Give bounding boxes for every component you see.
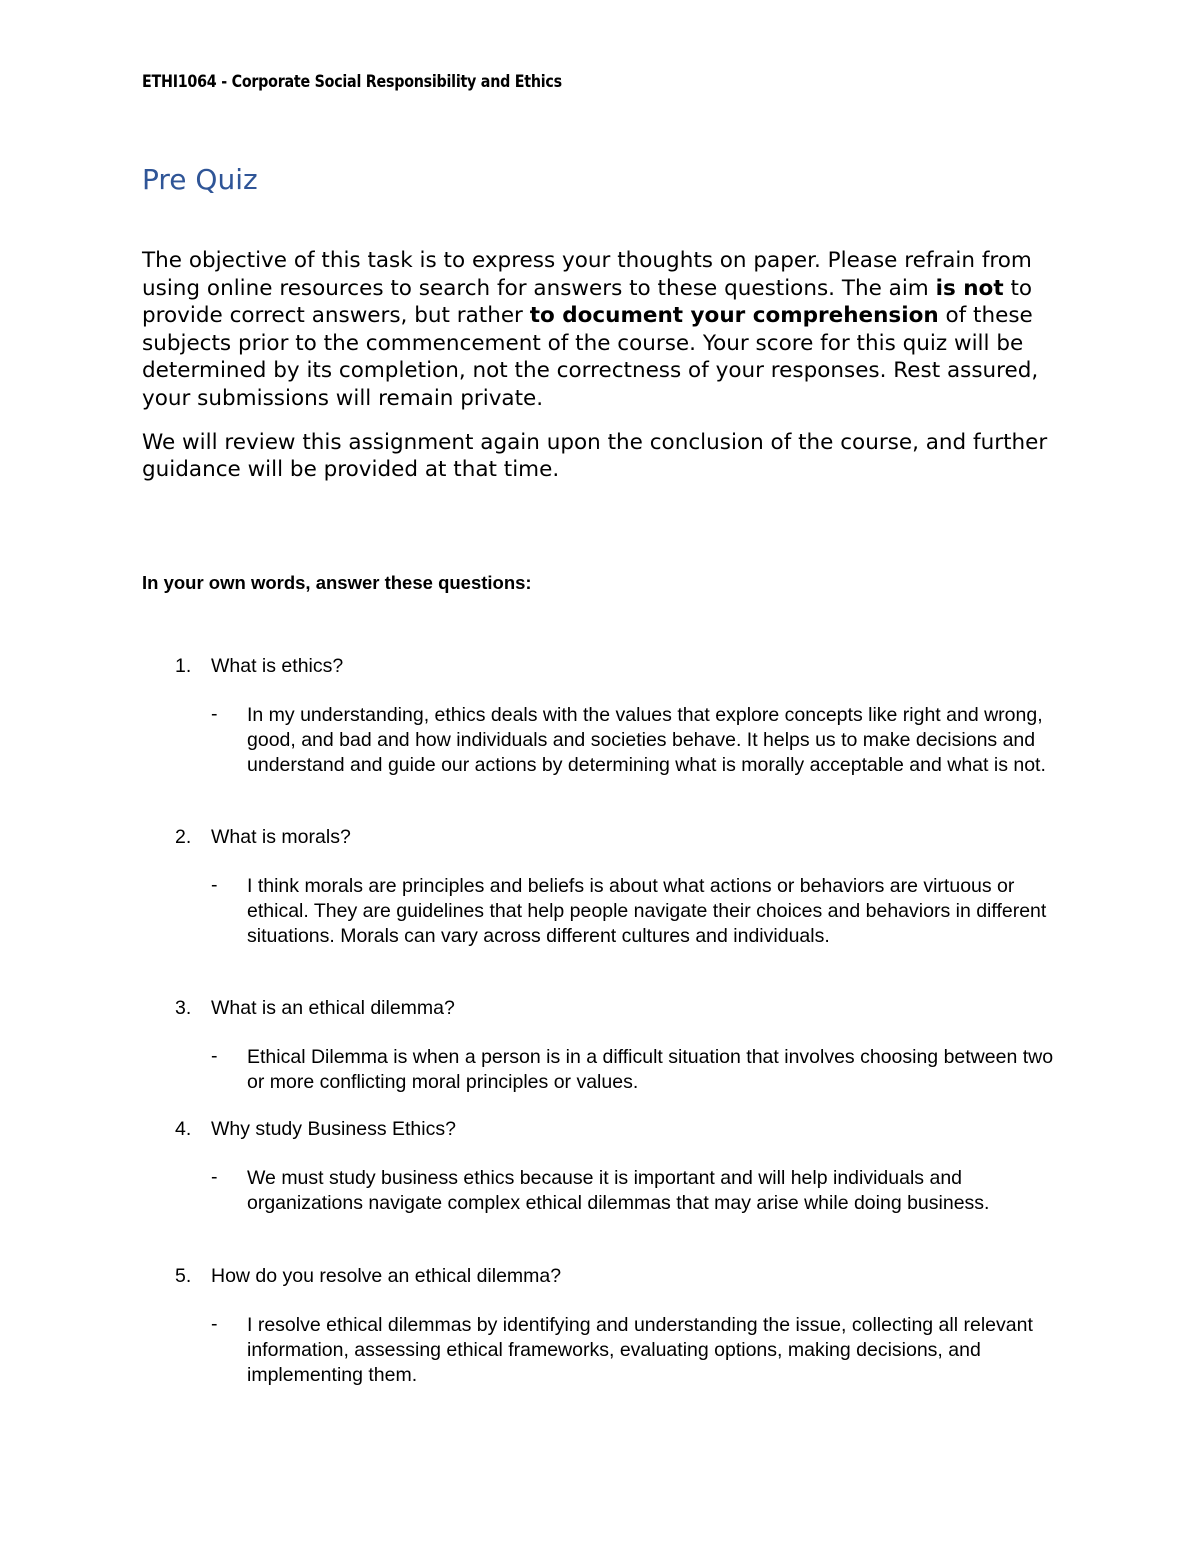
intro-paragraph-2: We will review this assignment again upon the conclusion of the course, and further guidance will be provided at that time. bbox=[142, 429, 1048, 483]
intro-text: of these subjects prior to the commencement of the course. Your score for this quiz will be determined by its completion, not the correctness of your responses. Rest assured, your submissions will remain private. bbox=[142, 303, 1039, 411]
answer-bullet: - bbox=[211, 1166, 218, 1188]
instruction-heading: In your own words, answer these questions: bbox=[142, 572, 532, 593]
answer-bullet: - bbox=[211, 1313, 218, 1335]
answer-bullet: - bbox=[211, 1045, 218, 1067]
question-text: Why study Business Ethics? bbox=[211, 1118, 456, 1140]
question-text: What is ethics? bbox=[211, 655, 344, 677]
intro-text: The objective of this task is to express your thoughts on paper. Please refrain from using online resources to search for answers to these questions. The aim bbox=[142, 248, 1032, 301]
course-header: ETHI1064 - Corporate Social Responsibility and Ethics bbox=[142, 72, 562, 92]
answer-bullet: - bbox=[211, 874, 218, 896]
question-text: What is morals? bbox=[211, 826, 351, 848]
question-number: 3. bbox=[175, 997, 192, 1019]
intro-text: to provide correct answers, but rather bbox=[142, 275, 1033, 329]
answer-text: We must study business ethics because it is important and will help individuals and organizations navigate complex ethical dilemmas that may arise while doing business. bbox=[247, 1167, 990, 1214]
intro-bold-text: is not bbox=[935, 275, 1004, 301]
question-number: 4. bbox=[175, 1118, 192, 1140]
answer-text: I think morals are principles and beliefs is about what actions or behaviors are virtuous or ethical. They are guidelines that help people navigate their choices and behaviors in different situations. Morals can vary across different cultures and individuals. bbox=[247, 875, 1047, 947]
answer-text: I resolve ethical dilemmas by identifying and understanding the issue, collecting all relevant information, assessing ethical frameworks, evaluating options, making decisions, and implementing them. bbox=[247, 1314, 1033, 1386]
question-number: 1. bbox=[175, 655, 192, 677]
intro-bold-text: to document your comprehension bbox=[529, 303, 939, 329]
intro-paragraph-1 bbox=[142, 247, 1082, 413]
answer-text: In my understanding, ethics deals with the values that explore concepts like right and wrong, good, and bad and how individuals and societies behave. It helps us to make decisions and understand and guide our actions by determining what is morally acceptable and what is not. bbox=[247, 704, 1046, 776]
question-number: 2. bbox=[175, 826, 192, 848]
answer-text: Ethical Dilemma is when a person is in a difficult situation that involves choosing between two or more conflicting moral principles or values. bbox=[247, 1046, 1054, 1093]
intro-section bbox=[142, 247, 1082, 484]
question-number: 5. bbox=[175, 1265, 192, 1287]
page-title: Pre Quiz bbox=[142, 163, 258, 196]
question-text: How do you resolve an ethical dilemma? bbox=[211, 1265, 562, 1287]
question-text: What is an ethical dilemma? bbox=[211, 997, 455, 1019]
answer-bullet: - bbox=[211, 703, 218, 725]
